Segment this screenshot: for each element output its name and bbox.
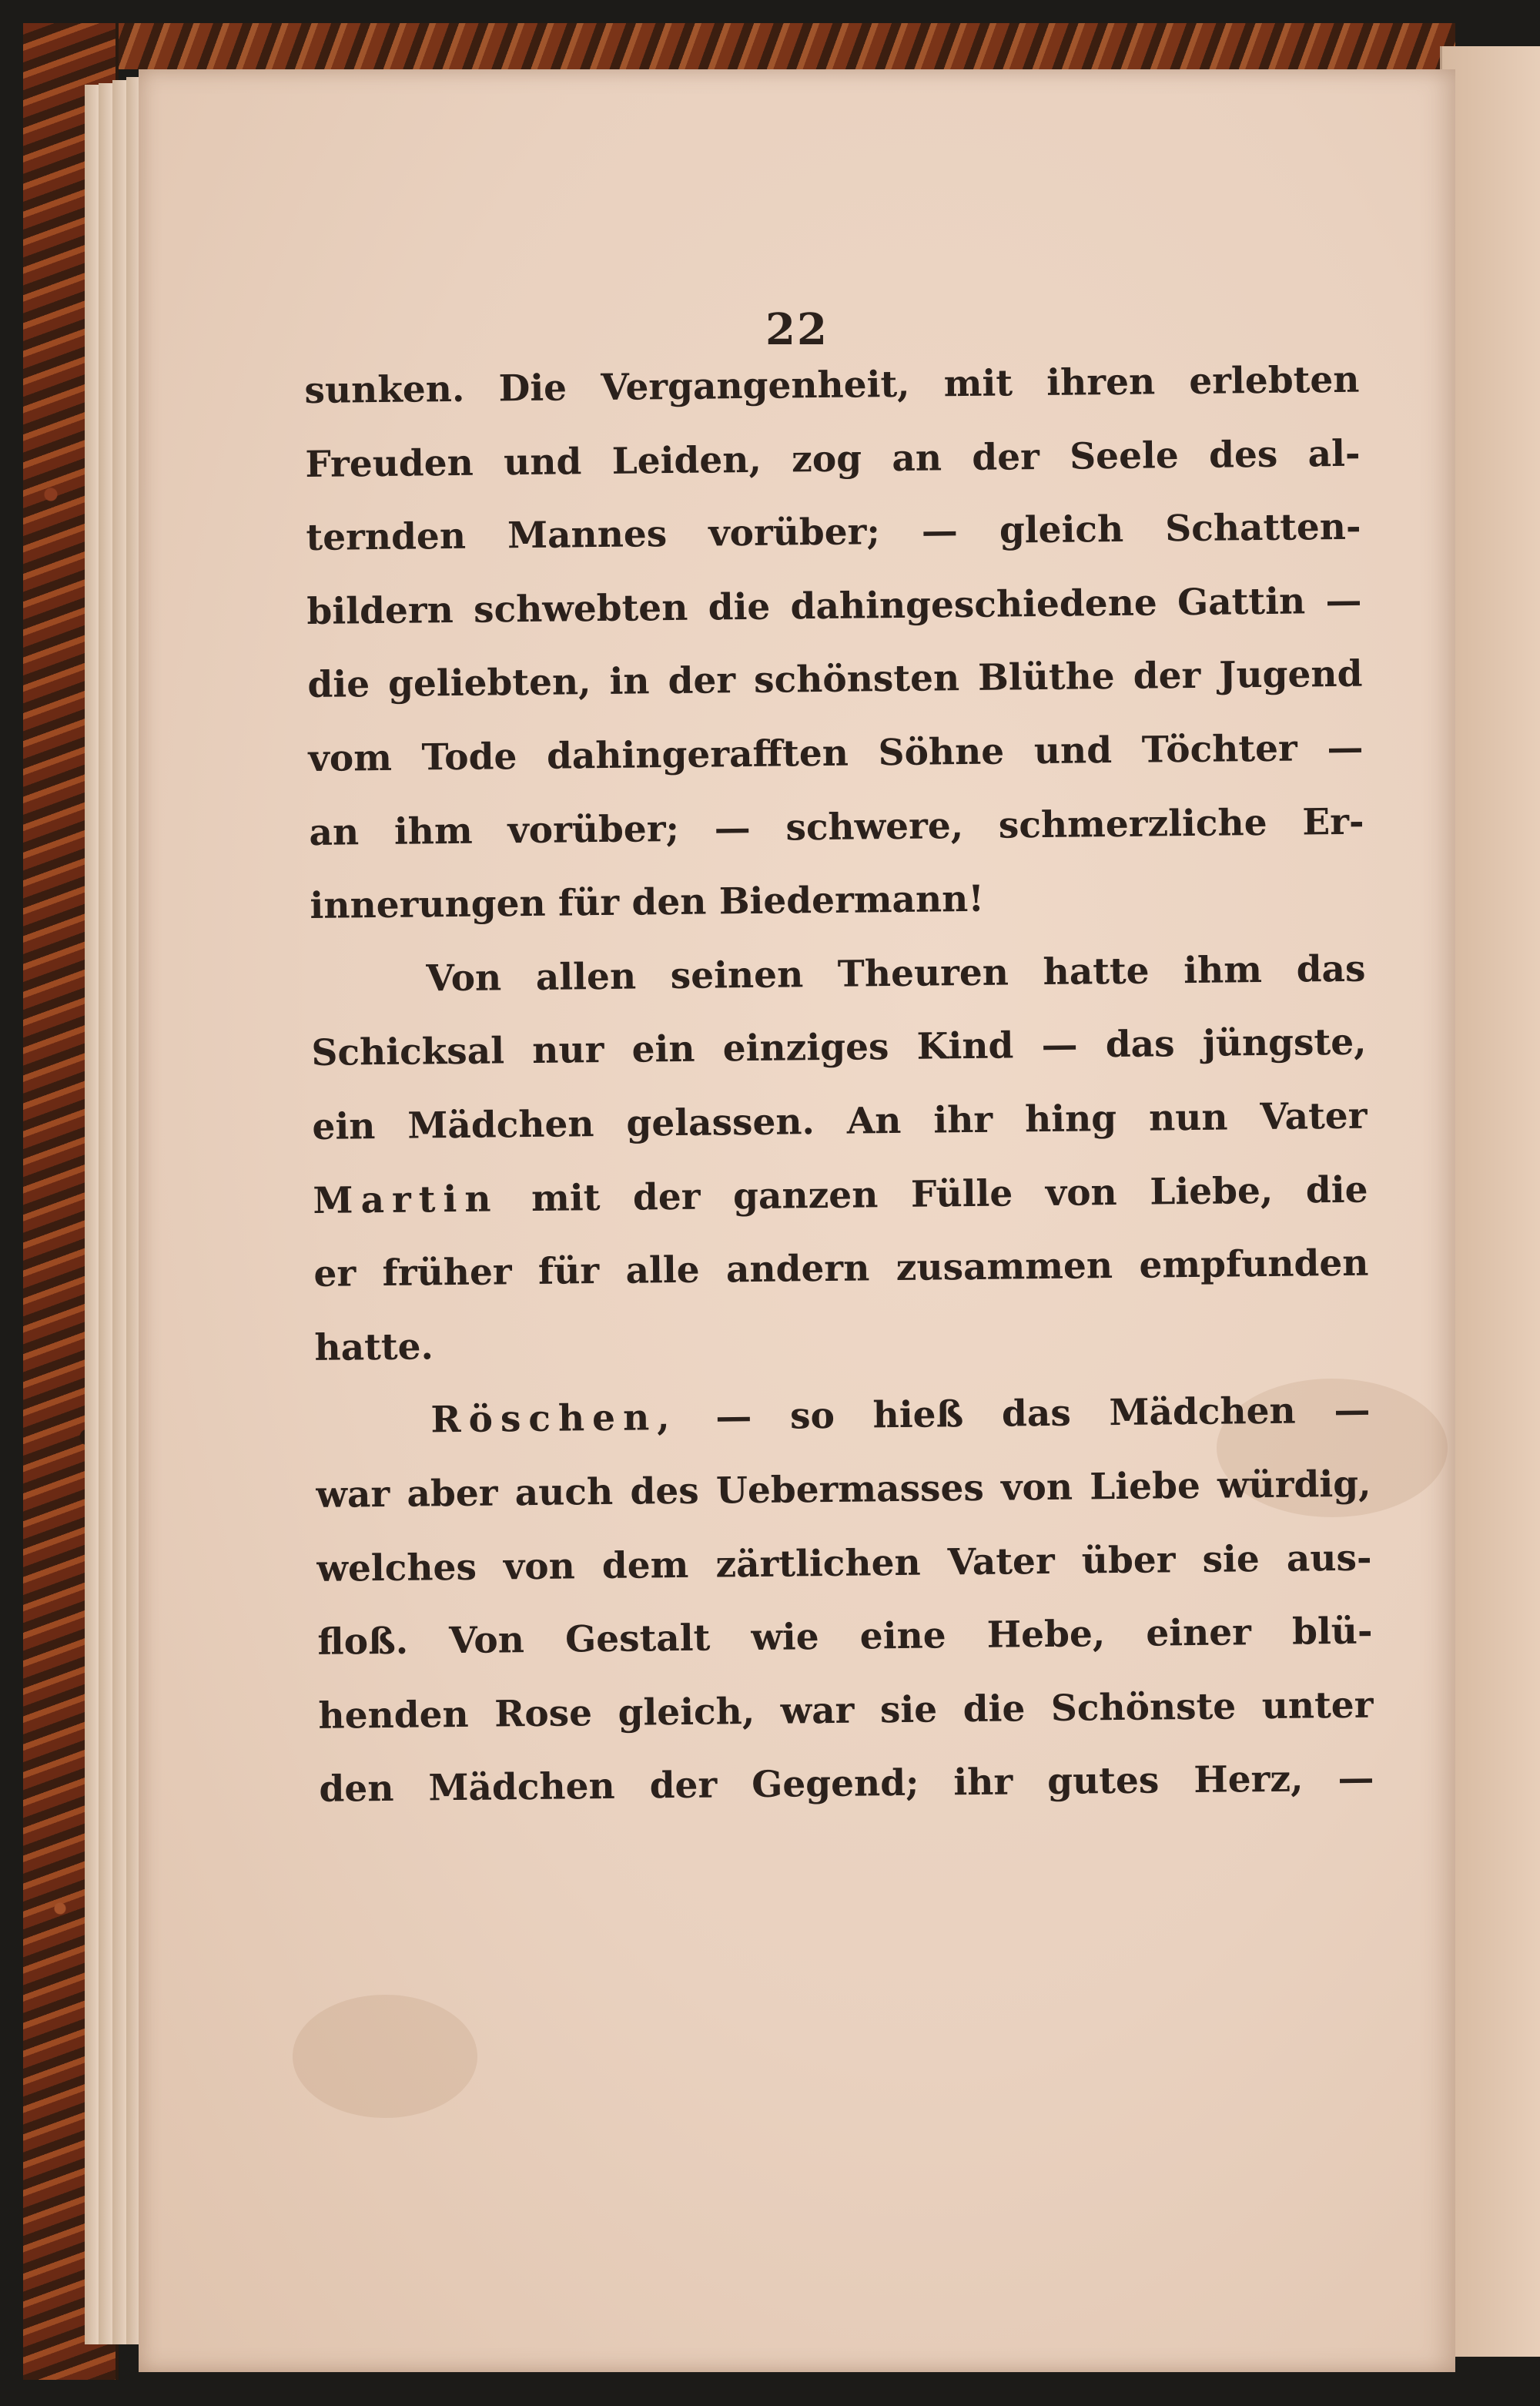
text-line: vom Tode dahingerafften Söhne und Töchter — [308,726,1364,780]
text-line: an ihm vorüber; — schwere, schmerzliche Er- [309,800,1364,854]
text-line: welches von dem zärtlichen Vater über sie aus- [316,1536,1372,1590]
text-line: hatte. [314,1325,434,1369]
text-line: den Mädchen der Gegend; ihr gutes Herz, — [319,1757,1374,1811]
text-line: war aber auch des Uebermasses von Liebe würdig, [316,1463,1371,1516]
paper-stain [293,1995,477,2118]
text-line: Freuden und Leiden, zog an der Seele des al- [305,432,1361,486]
page-text [304,343,1374,1827]
spaced-name-martin: Martin [313,1177,499,1222]
paragraph-start-line [315,1374,1371,1459]
page-edge [85,85,99,2344]
text-line [313,1153,1368,1238]
text-line: sunken. Die Vergangenheit, mit ihren erlebten [304,358,1360,412]
text-line: henden Rose gleich, war sie die Schönste unter [318,1684,1374,1737]
page-number: 22 [765,304,829,355]
text-line: er früher für alle andern zusammen empfunden [313,1242,1369,1296]
paragraph-start-line: Von allen seinen Theuren hatte ihm das [426,947,1366,1000]
page-edge [99,83,113,2344]
spaced-name-roeschen: Röschen, [430,1396,678,1442]
text-line: floß. Von Gestalt wie eine Hebe, einer blü- [317,1610,1373,1664]
marbled-cover-top [23,23,1455,69]
text-line: innerungen für den Biedermann! [310,877,985,928]
page-edge [112,80,127,2344]
text-line: Schicksal nur ein einziges Kind — das jüngste, [311,1020,1367,1075]
text-line: ein Mädchen gelassen. An ihr hing nun Vater [312,1094,1368,1148]
text-line: bildern schwebten die dahingeschiedene Gattin — [306,579,1362,633]
text-line-rest: — so hieß das Mädchen — [677,1389,1371,1439]
text-line: ternden Mannes vorüber; — gleich Schatten- [306,505,1361,560]
text-line-rest: mit der ganzen Fülle von Liebe, die [498,1168,1368,1220]
text-line: die geliebten, in der schönsten Blüthe der Jugend [307,653,1363,707]
